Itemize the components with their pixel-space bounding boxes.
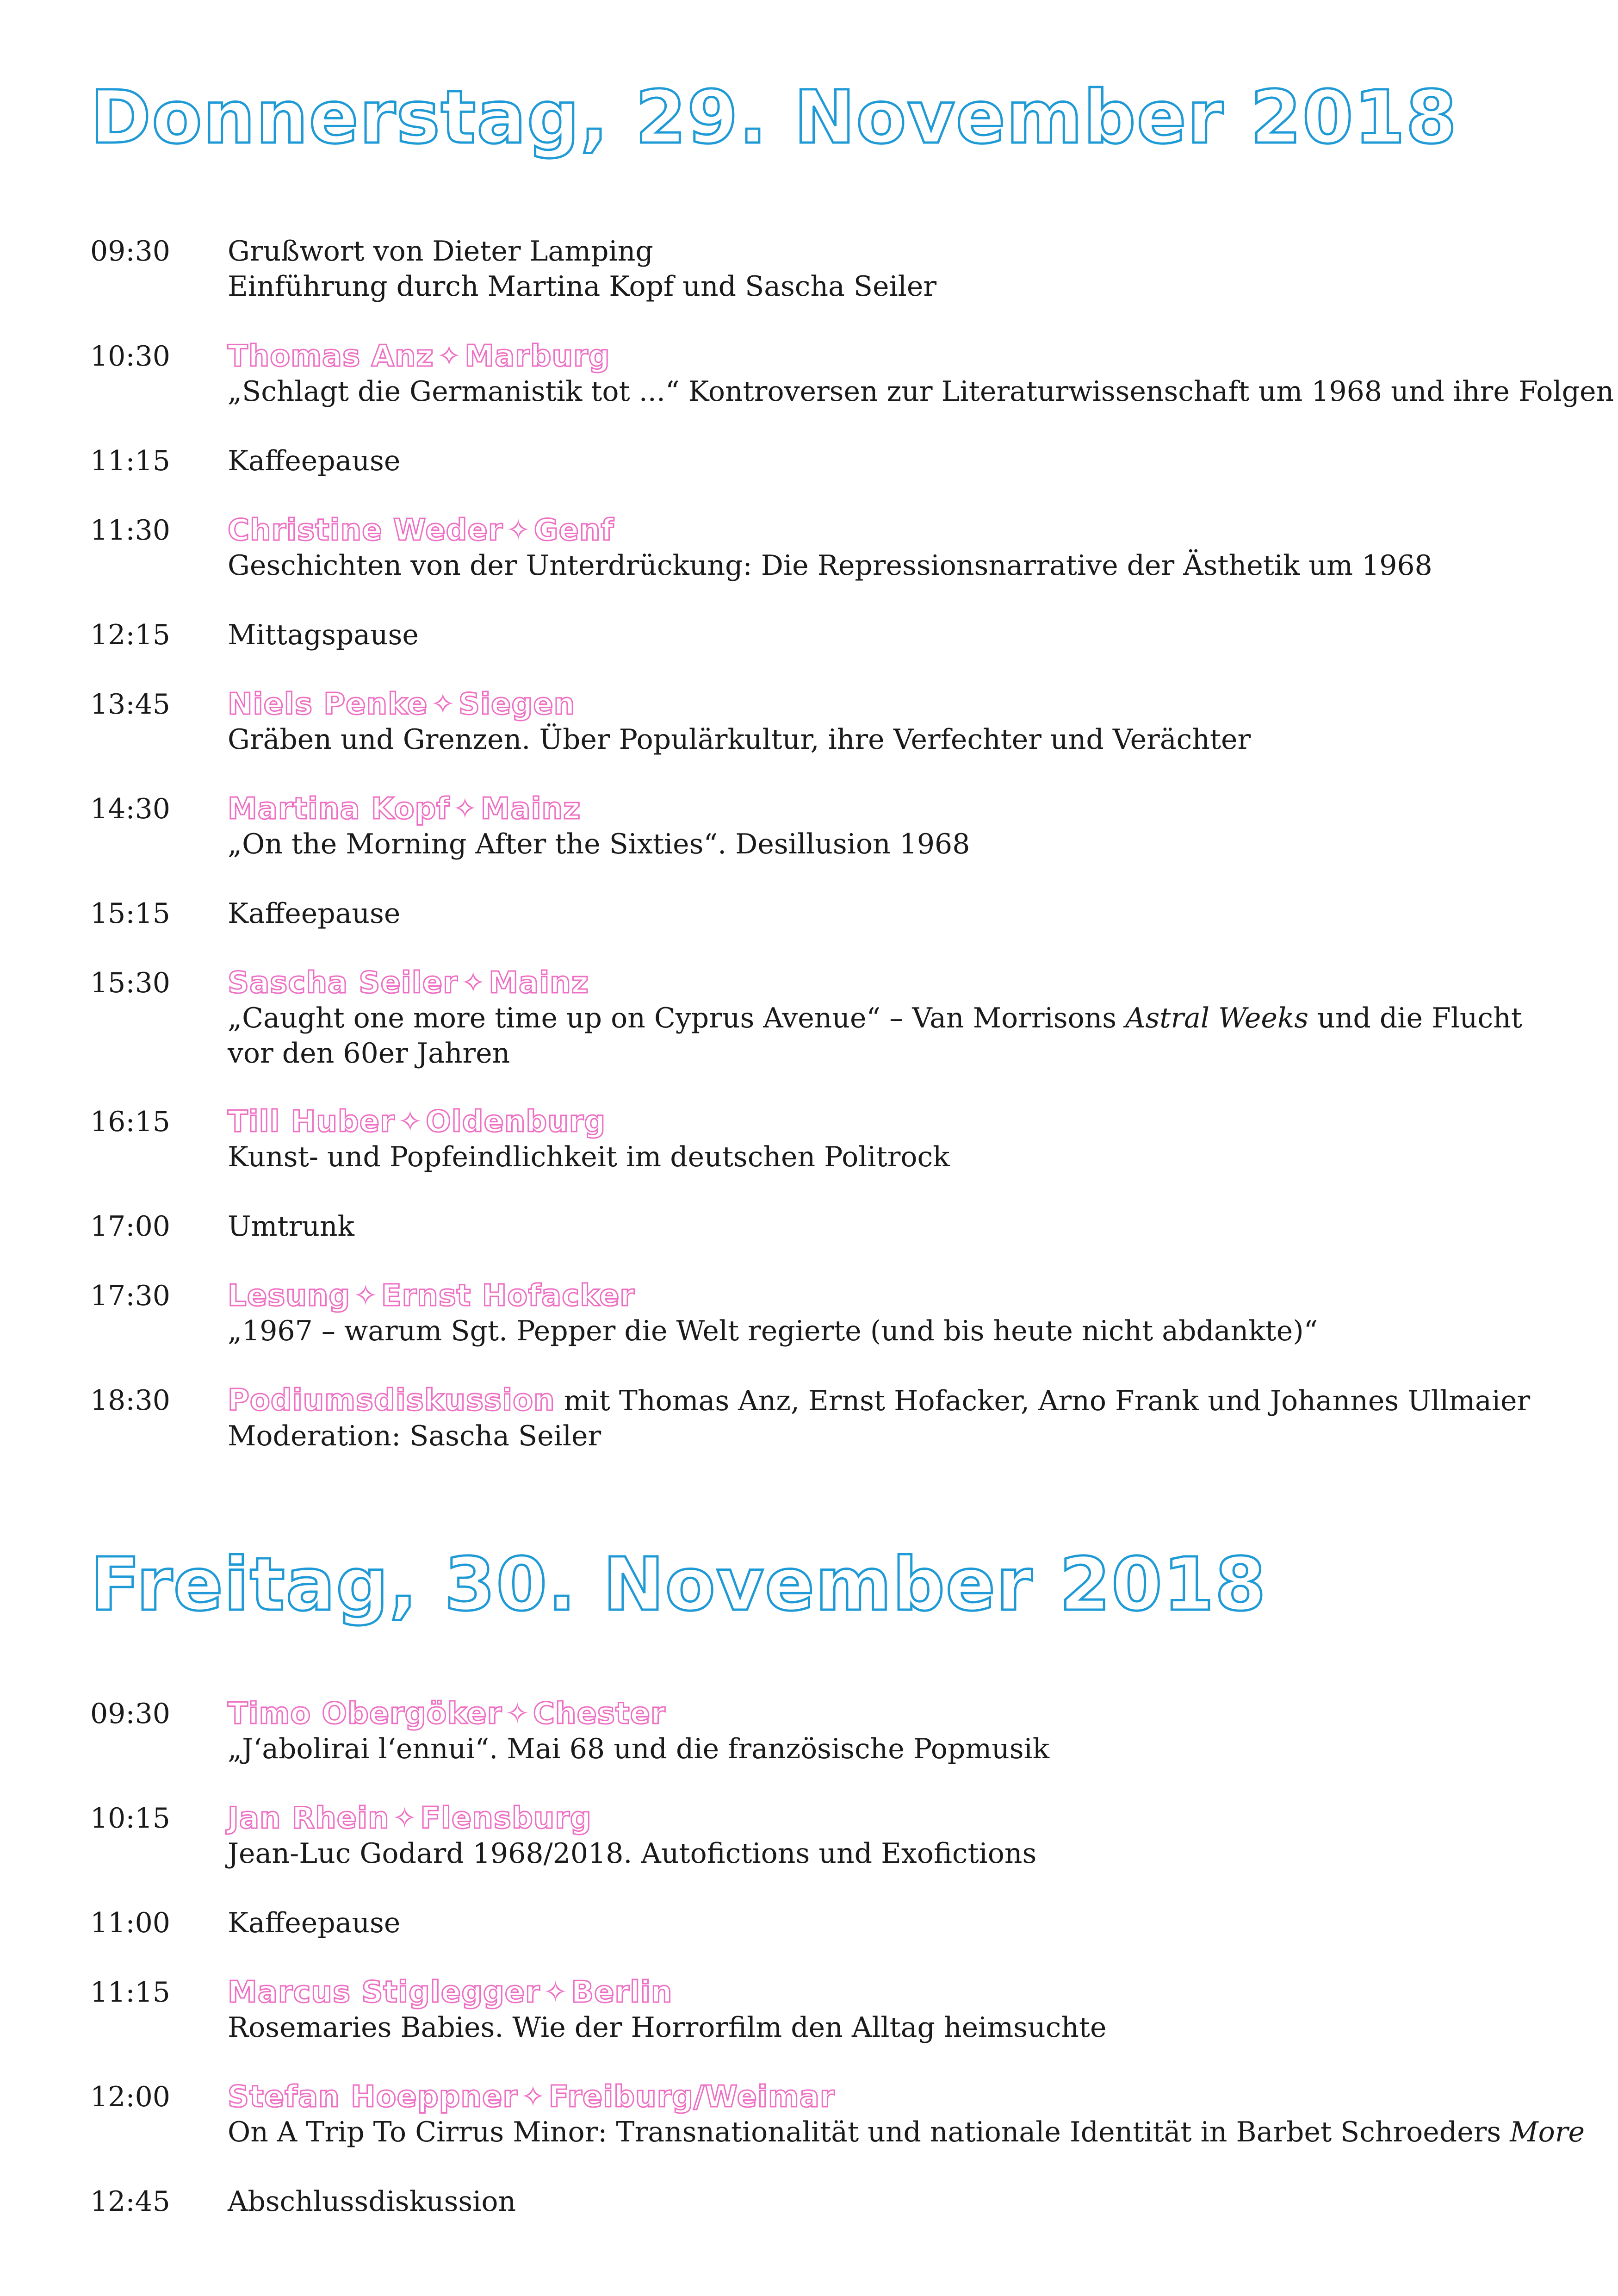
entry-text: Mittagspause [228,619,419,651]
entry-time: 10:15 [90,1802,170,1835]
entry-time: 11:15 [90,1976,170,2009]
schedule-entry [0,1975,1618,2079]
speaker-heading [228,791,1569,827]
talk-title: „1967 – warum Sgt. Pepper die Welt regierte (und bis heute nicht abdankte)“ [228,1315,1318,1347]
talk-title: Rosemaries Babies. Wie der Horrorfilm den Alltag heimsuchte [228,2011,1107,2044]
speaker-place: Marburg [465,339,610,373]
talk-title: Kunst- und Popfeindlichkeit im deutschen Politrock [228,1141,950,1173]
entry-time: 15:15 [90,897,170,930]
star-icon: ✧ [521,2080,546,2114]
entry-time: 13:45 [90,688,170,721]
talk-title: Geschichten von der Unterdrückung: Die Repressionsnarrative der Ästhetik um 1968 [228,549,1432,582]
star-icon: ✧ [543,1975,569,2010]
schedule-entry [0,896,1618,965]
entry-time: 11:15 [90,445,170,477]
speaker-heading [228,1278,1569,1313]
speaker-name: Stefan Hoeppner [228,2080,518,2114]
star-icon: ✧ [505,1697,530,1731]
entry-time: 16:15 [90,1106,170,1138]
schedule-entry [0,791,1618,896]
entry-text: Moderation: Sascha Seiler [228,1420,601,1452]
schedule-entry [0,443,1618,513]
talk-title: „On the Morning After the Sixties“. Desillusion 1968 [228,828,970,860]
entry-text: Kaffeepause [228,897,401,930]
star-icon: ✧ [392,1801,418,1836]
speaker-place: Freiburg/Weimar [548,2080,835,2114]
entry-time: 09:30 [90,235,170,268]
speaker-name: Lesung [228,1279,351,1313]
entry-time: 12:15 [90,619,170,651]
speaker-heading [228,1696,1569,1731]
entry-text: Umtrunk [228,1210,354,1243]
schedule-entry [0,2184,1618,2226]
speaker-name: Podiumsdiskussion [228,1383,555,1418]
talk-title: „J‘abolirai l‘ennui“. Mai 68 und die französische Popmusik [228,1733,1050,1765]
speaker-heading [228,2079,1569,2115]
star-icon: ✧ [506,513,532,548]
star-icon: ✧ [460,966,486,1000]
speaker-place: Berlin [571,1975,673,2010]
schedule-entry [0,1104,1618,1209]
schedule-entry [0,513,1618,617]
entry-text: Einführung durch Martina Kopf und Sascha Seiler [228,270,937,303]
entry-time: 12:45 [90,2185,170,2218]
entry-time: 15:30 [90,967,170,999]
speaker-heading [228,513,1569,548]
schedule-entry [0,1209,1618,1278]
speaker-heading [228,687,1569,722]
speaker-heading [228,965,1569,1001]
star-icon: ✧ [430,687,456,722]
entry-time: 12:00 [90,2081,170,2113]
talk-title: „Caught one more time up on Cyprus Avenue“ – Van Morrisons Astral Weeks und die Flucht [228,1002,1522,1034]
entry-text: Abschlussdiskussion [228,2185,516,2218]
entry-text: Grußwort von Dieter Lamping [228,235,653,268]
speaker-place: Ernst Hofacker [381,1279,635,1313]
talk-title: Gräben und Grenzen. Über Populärkultur, ihre Verfechter und Verächter [228,723,1251,756]
day-heading-thursday: Donnerstag, 29. November 2018 [90,75,1458,160]
speaker-name: Thomas Anz [228,339,434,373]
entry-time: 11:30 [90,514,170,547]
schedule-entry [0,687,1618,791]
speaker-place: Mainz [489,966,589,1000]
talk-title: Jean-Luc Godard 1968/2018. Autofictions und Exofictions [228,1837,1037,1870]
entry-text: Kaffeepause [228,445,401,477]
speaker-name: Sascha Seiler [228,966,458,1000]
speaker-name: Timo Obergöker [228,1697,502,1731]
speaker-name: Martina Kopf [228,792,450,826]
panel-participants: mit Thomas Anz, Ernst Hofacker, Arno Frank und Johannes Ullmaier [555,1385,1531,1417]
talk-title: „Schlagt die Germanistik tot ...“ Kontroversen zur Literaturwissenschaft um 1968 und ihre Folgen [228,375,1614,408]
speaker-place: Siegen [458,687,576,722]
schedule-entry [0,965,1618,1104]
entry-text: Kaffeepause [228,1907,401,1939]
entry-time: 10:30 [90,340,170,373]
talk-title-continued: vor den 60er Jahren [228,1037,510,1070]
speaker-name: Till Huber [228,1105,395,1139]
schedule-friday [0,1696,1618,2226]
entry-time: 17:30 [90,1280,170,1312]
entry-time: 09:30 [90,1698,170,1730]
speaker-name: Marcus Stiglegger [228,1975,540,2010]
schedule-entry [0,1278,1618,1383]
speaker-place: Oldenburg [426,1105,606,1139]
speaker-place: Chester [533,1697,666,1731]
speaker-heading [228,339,1569,374]
speaker-name: Niels Penke [228,687,428,722]
schedule-entry [0,2079,1618,2184]
entry-time: 11:00 [90,1907,170,1939]
star-icon: ✧ [436,339,462,373]
star-icon: ✧ [353,1279,378,1313]
star-icon: ✧ [397,1105,423,1139]
schedule-entry [0,1801,1618,1905]
speaker-name: Christine Weder [228,513,503,548]
day-heading-friday: Freitag, 30. November 2018 [90,1542,1267,1627]
talk-title: On A Trip To Cirrus Minor: Transnationalität und nationale Identität in Barbet Schroeders More [228,2116,1585,2148]
speaker-place: Mainz [480,792,581,826]
entry-time: 14:30 [90,793,170,825]
speaker-heading [228,1801,1569,1836]
schedule-entry [0,617,1618,687]
schedule-entry [0,1696,1618,1801]
schedule-entry [0,1905,1618,1975]
speaker-heading [228,1104,1569,1139]
star-icon: ✧ [453,792,478,826]
speaker-place: Flensburg [420,1801,592,1836]
schedule-entry [0,339,1618,443]
schedule-thursday [0,234,1618,1457]
speaker-heading [228,1975,1569,2010]
schedule-entry [0,234,1618,339]
panel-heading [228,1383,1569,1419]
speaker-place: Genf [534,513,614,548]
entry-time: 18:30 [90,1384,170,1417]
entry-time: 17:00 [90,1210,170,1243]
schedule-entry [0,1383,1618,1457]
speaker-name: Jan Rhein [228,1801,390,1836]
